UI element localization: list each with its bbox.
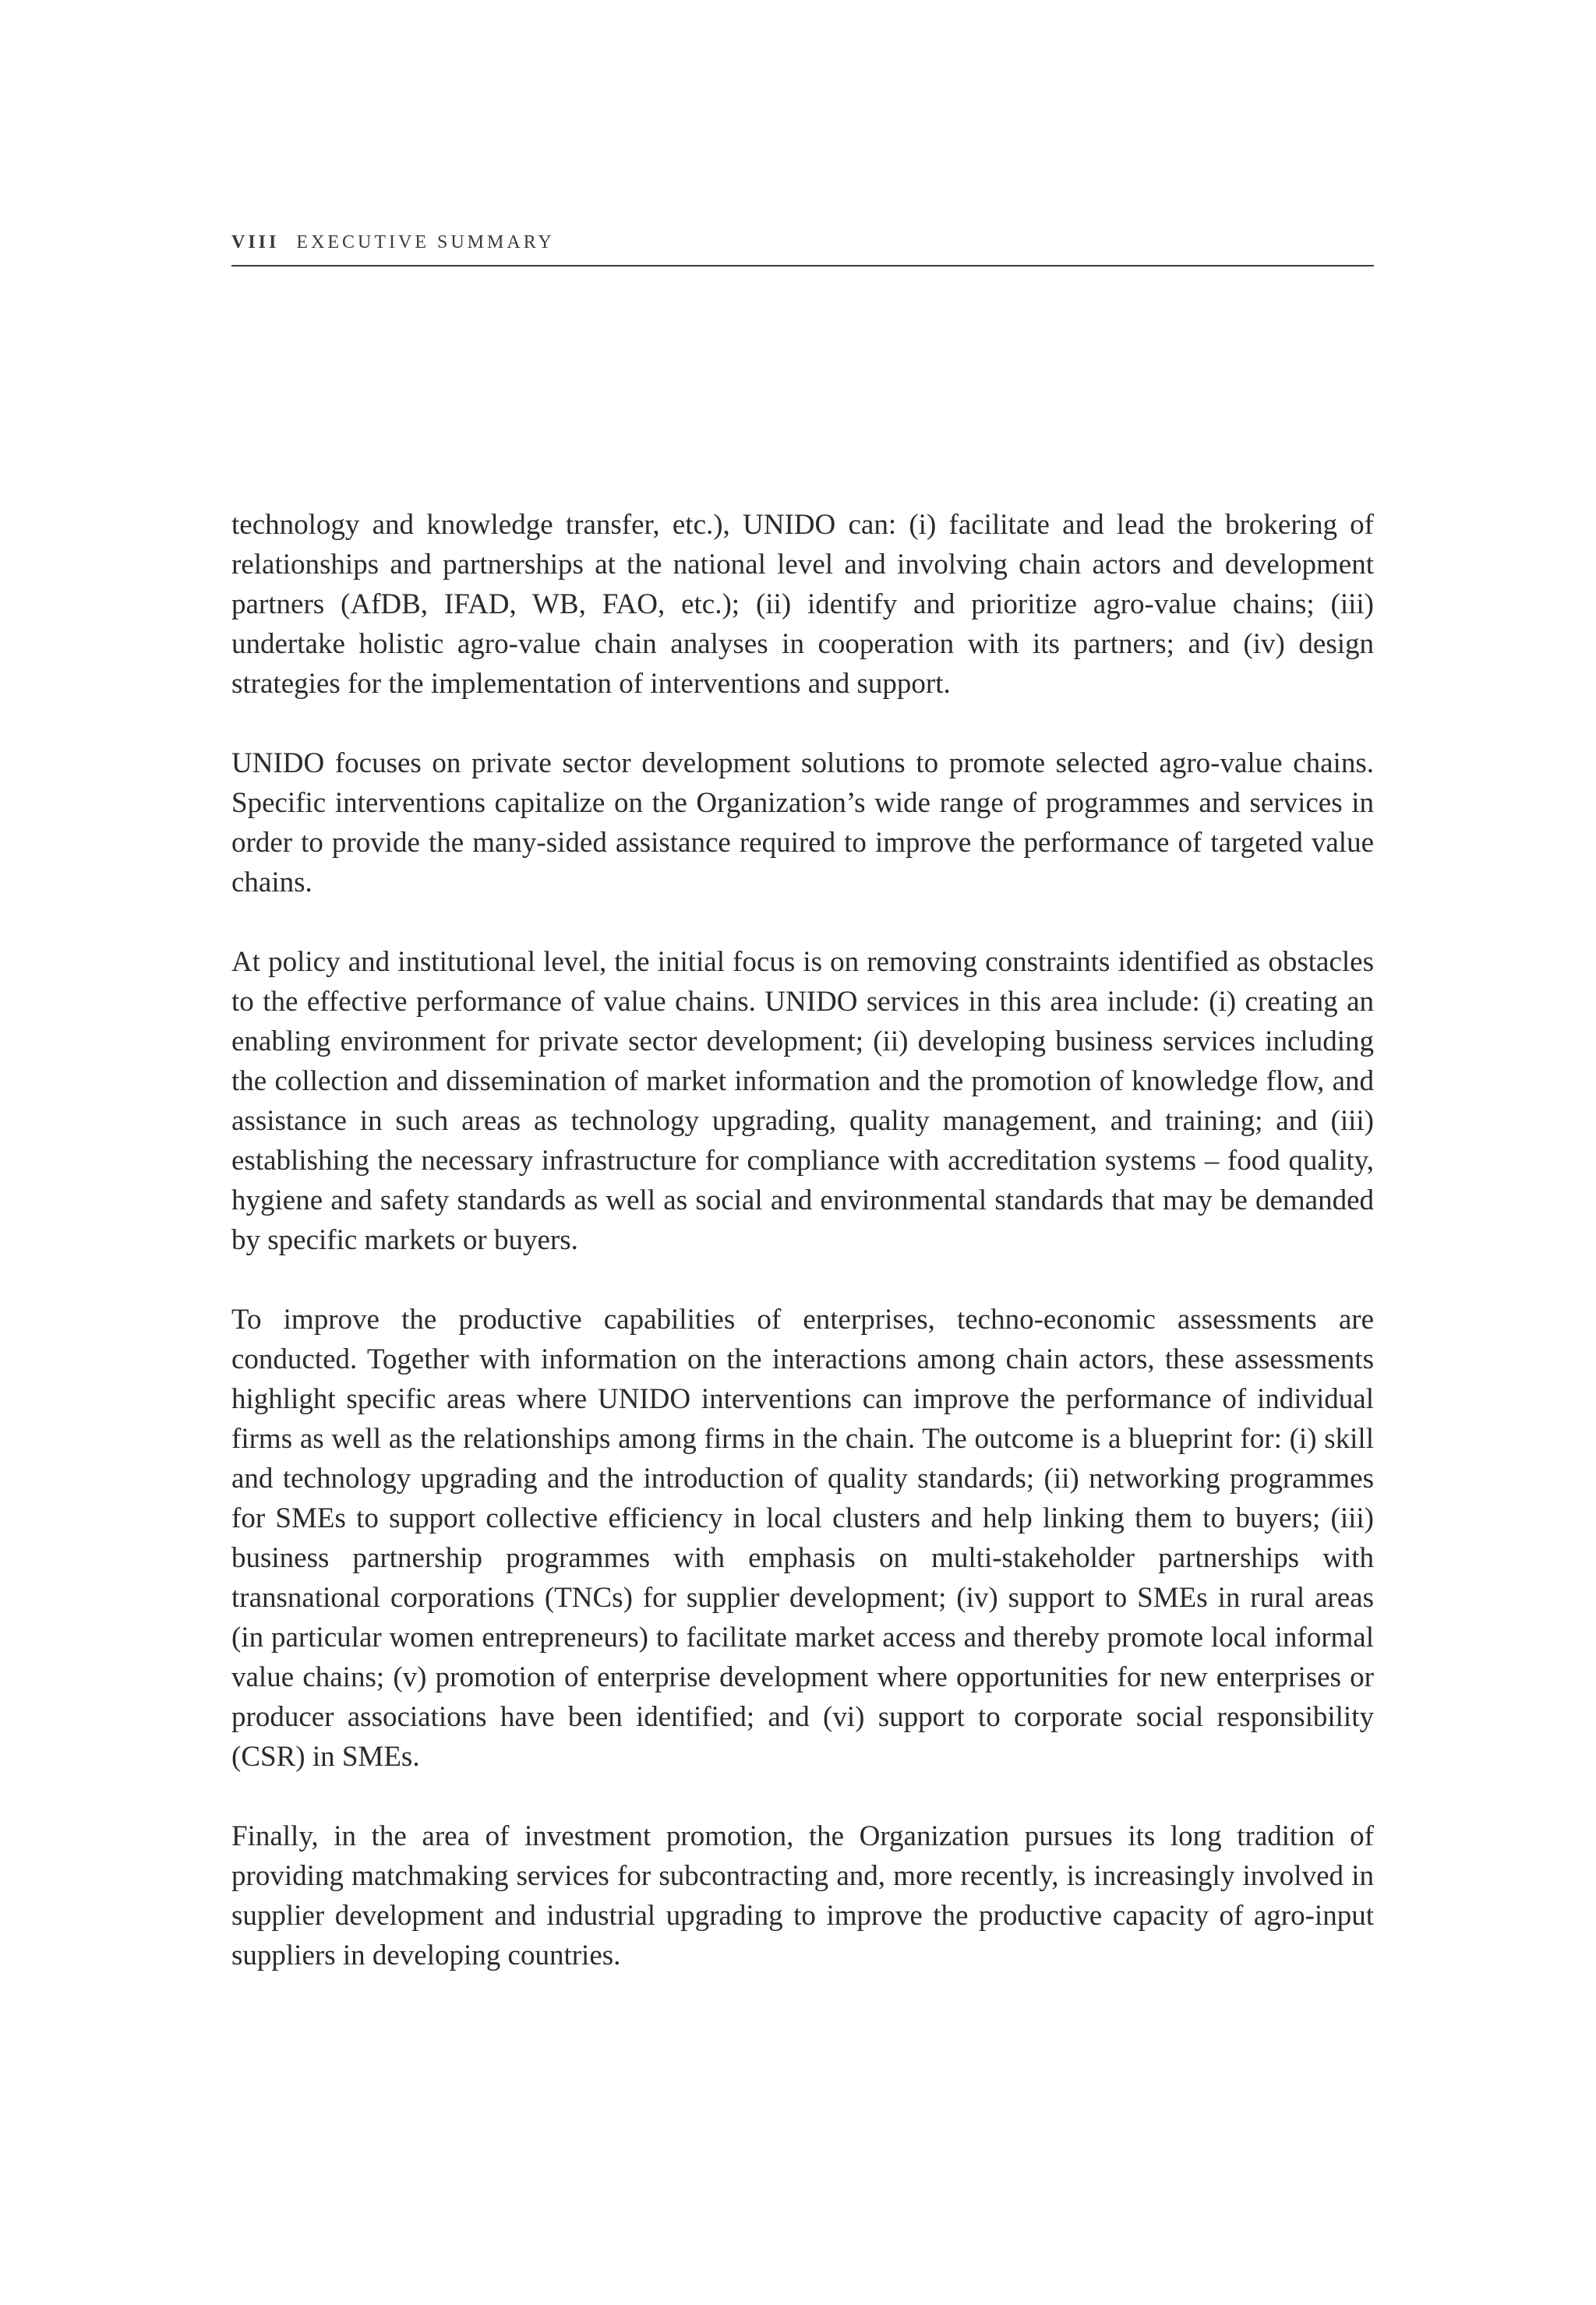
paragraph: UNIDO focuses on private sector development solutions to promote selected agro-value chains. Specific interventions capitalize on the Organization’s wide range of programmes and services in order to provide the many-sided assistance required to improve the performance of targeted value chains. — [231, 747, 1374, 898]
body-text — [231, 505, 1374, 2015]
running-header — [231, 232, 1374, 253]
paragraph: technology and knowledge transfer, etc.), UNIDO can: (i) facilitate and lead the brokering of relationships and partnerships at the national level and involving chain actors and development partners (AfDB, IFAD, WB, FAO, etc.); (ii) identify and prioritize agro-value chains; (iii) undertake holistic agro-value chain analyses in cooperation with its partners; and (iv) design strategies for the implementation of interventions and support. — [231, 509, 1374, 700]
paragraph: At policy and institutional level, the initial focus is on removing constraints identified as obstacles to the effective performance of value chains. UNIDO services in this area include: (i) creating an enabling environment for private sector development; (ii) developing business services including the collection and dissemination of market information and the promotion of knowledge flow, and assistance in such areas as technology upgrading, quality management, and training; and (iii) establishing the necessary infrastructure for compliance with accreditation systems – food quality, hygiene and safety standards as well as social and environmental standards that may be demanded by specific markets or buyers. — [231, 946, 1374, 1256]
paragraph: To improve the productive capabilities of enterprises, techno-economic assessments are conducted. Together with information on the interactions among chain actors, these assessments highlight specific areas where UNIDO interventions can improve the performance of individual firms as well as the relationships among firms in the chain. The outcome is a blueprint for: (i) skill and technology upgrading and the introduction of quality standards; (ii) networking programmes for SMEs to support collective efficiency in local clusters and help linking them to buyers; (iii) business partnership programmes with emphasis on multi-stakeholder partnerships with transnational corporations (TNCs) for supplier development; (iv) support to SMEs in rural areas (in particular women entrepreneurs) to facilitate market access and thereby promote local informal value chains; (v) promotion of enterprise development where opportunities for new enterprises or producer associations have been identified; and (vi) support to corporate social responsibility (CSR) in SMEs. — [231, 1304, 1374, 1773]
page-number: VIII — [231, 232, 280, 252]
header-rule — [231, 265, 1374, 267]
section-title: EXECUTIVE SUMMARY — [296, 232, 555, 252]
paragraph: Finally, in the area of investment promotion, the Organization pursues its long tradition of providing matchmaking services for subcontracting and, more recently, is increasingly involved in supplier development and industrial upgrading to improve the productive capacity of agro-input suppliers in developing countries. — [231, 1820, 1374, 1971]
